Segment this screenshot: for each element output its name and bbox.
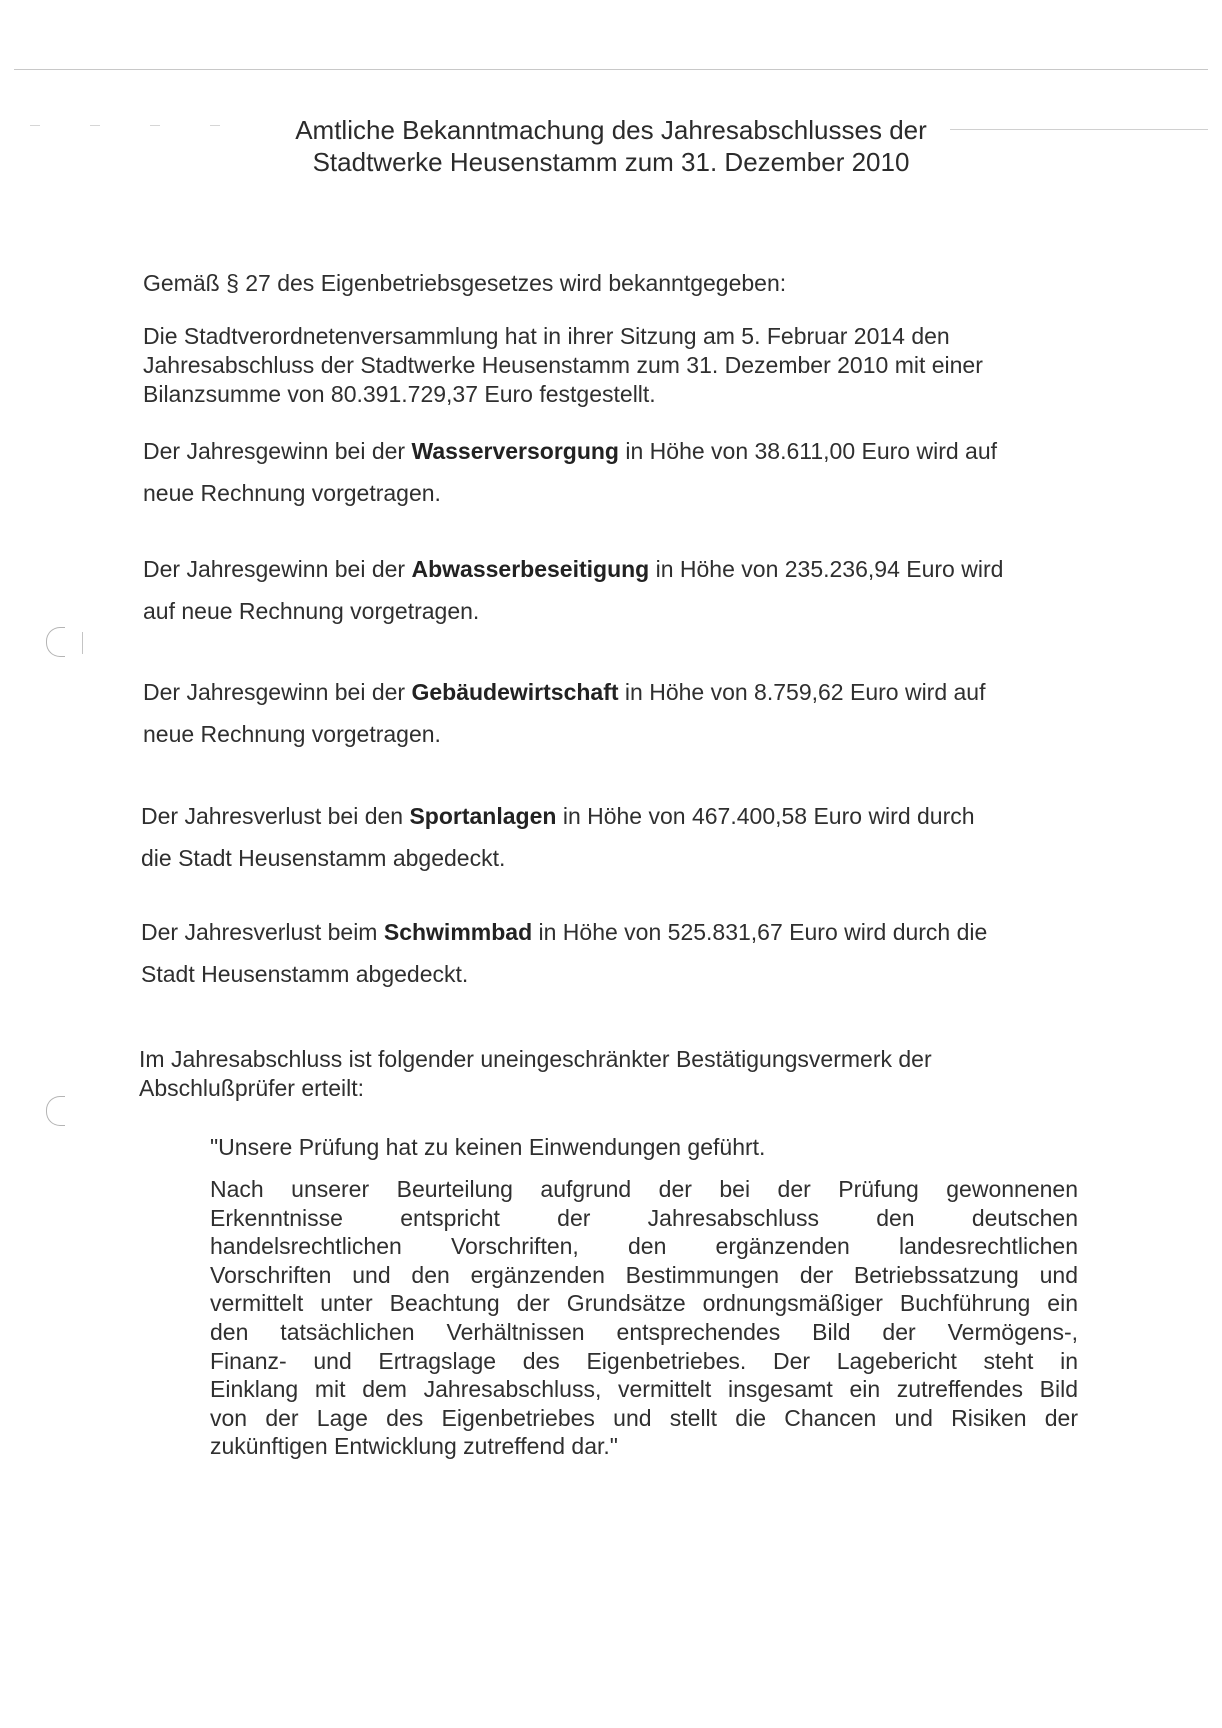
department-name: Wasserversorgung (411, 438, 619, 464)
result-schwimmbad (141, 911, 987, 995)
quote-first-line: "Unsere Prüfung hat zu keinen Einwendungen geführt. (210, 1134, 766, 1160)
punch-hole-mark (46, 1096, 65, 1126)
result-text: Der Jahresverlust bei den (141, 803, 410, 829)
quote-line: Erkenntnisse entspricht der Jahresabschluss den deutschen (210, 1204, 1078, 1231)
result-text: Der Jahresgewinn bei der (143, 679, 412, 705)
result-text: Der Jahresgewinn bei der (143, 438, 412, 464)
result-text: in Höhe von 467.400,58 Euro wird durch (556, 803, 975, 829)
resolution-line: Bilanzsumme von 80.391.729,37 Euro festgestellt. (143, 381, 656, 407)
department-name: Abwasserbeseitigung (411, 556, 650, 582)
result-gebaeudewirtschaft (143, 671, 986, 755)
department-name: Sportanlagen (409, 803, 557, 829)
result-text: in Höhe von 525.831,67 Euro wird durch die (532, 919, 988, 945)
document-title-line1: Amtliche Bekanntmachung des Jahresabschlusses der (295, 115, 927, 145)
quote-line: von der Lage des Eigenbetriebes und stellt die Chancen und Risiken der (210, 1404, 1078, 1431)
punch-hole-mark (46, 627, 65, 657)
result-text: die Stadt Heusenstamm abgedeckt. (141, 845, 506, 871)
quote-line: Einklang mit dem Jahresabschluss, vermittelt insgesamt ein zutreffendes Bild (210, 1376, 1078, 1403)
audit-intro-line: Abschlußprüfer erteilt: (139, 1075, 364, 1101)
result-abwasserbeseitigung (143, 548, 1003, 632)
quote-line: Nach unserer Beurteilung aufgrund der bei der Prüfung gewonnenen (210, 1176, 1078, 1202)
document-title-line2: Stadtwerke Heusenstamm zum 31. Dezember 2010 (312, 147, 910, 177)
resolution-line: Die Stadtverordnetenversammlung hat in ihrer Sitzung am 5. Februar 2014 den (143, 323, 950, 349)
result-text: Der Jahresgewinn bei der (143, 556, 412, 582)
result-text: neue Rechnung vorgetragen. (143, 480, 441, 506)
audit-intro-line: Im Jahresabschluss ist folgender uneingeschränkter Bestätigungsvermerk der (139, 1046, 932, 1072)
quote-line: Finanz- und Ertragslage des Eigenbetriebes. Der Lagebericht steht in (210, 1347, 1078, 1374)
quote-line: den tatsächlichen Verhältnissen entsprechendes Bild der Vermögens-, (210, 1318, 1078, 1345)
audit-intro-paragraph (139, 1045, 932, 1103)
result-text: Der Jahresverlust beim (141, 919, 384, 945)
result-text: auf neue Rechnung vorgetragen. (143, 598, 480, 624)
department-name: Schwimmbad (383, 919, 533, 945)
resolution-line: Jahresabschluss der Stadtwerke Heusenstamm zum 31. Dezember 2010 mit einer (143, 352, 983, 378)
result-text: neue Rechnung vorgetragen. (143, 721, 441, 747)
top-rule (14, 69, 1208, 70)
result-wasserversorgung (143, 430, 997, 514)
quote-line: vermittelt unter Beachtung der Grundsätze ordnungsmäßiger Buchführung ein (210, 1290, 1078, 1317)
intro-paragraph: Gemäß § 27 des Eigenbetriebsgesetzes wird bekanntgegeben: (143, 270, 787, 296)
quote-line: handelsrechtlichen Vorschriften, den ergänzenden landesrechtlichen (210, 1233, 1078, 1260)
scan-mark (82, 632, 83, 654)
result-sportanlagen (141, 795, 975, 879)
result-text: in Höhe von 235.236,94 Euro wird (649, 556, 1004, 582)
result-text: Stadt Heusenstamm abgedeckt. (141, 961, 469, 987)
result-text: in Höhe von 8.759,62 Euro wird auf (618, 679, 986, 705)
quote-line: Vorschriften und den ergänzenden Bestimmungen der Betriebssatzung und (210, 1261, 1078, 1288)
resolution-paragraph (143, 322, 983, 409)
result-text: in Höhe von 38.611,00 Euro wird auf (618, 438, 998, 464)
quote-line: zukünftigen Entwicklung zutreffend dar." (210, 1433, 618, 1460)
audit-opinion-quote (210, 1175, 1078, 1461)
department-name: Gebäudewirtschaft (411, 679, 619, 705)
